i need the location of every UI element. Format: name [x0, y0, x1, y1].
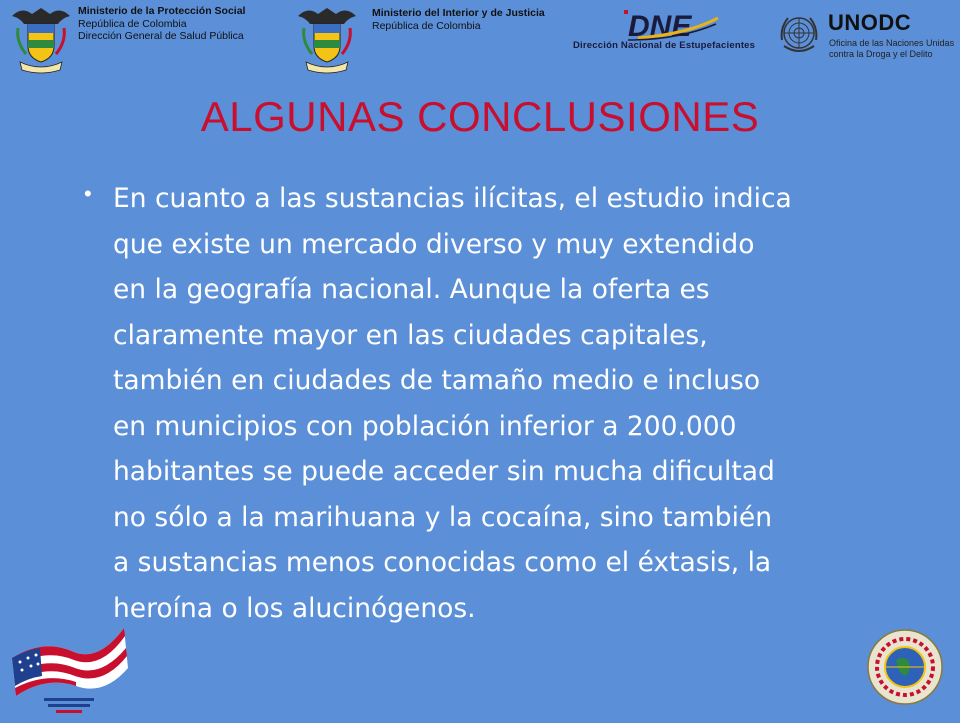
bullet-line: no sólo a la marihuana y la cocaína, sino también [113, 501, 773, 533]
bullet-paragraph [113, 176, 873, 631]
dne-subtitle: Dirección Nacional de Estupefacientes [573, 40, 756, 51]
ministry-interior-line1: Ministerio del Interior y de Justicia [372, 7, 545, 19]
ministry-health-line3: Dirección General de Salud Pública [78, 30, 244, 42]
ministry-health-line2: República de Colombia [78, 17, 187, 30]
ministry-health-text [78, 5, 245, 43]
slide-title: ALGUNAS CONCLUSIONES [200, 93, 760, 140]
unodc-subtitle-line2: contra la Droga y el Delito [829, 48, 933, 59]
dne-logo-text: DNE [628, 10, 692, 43]
unodc-subtitle [829, 38, 959, 59]
bullet-line: En cuanto a las sustancias ilícitas, el estudio indica [113, 183, 792, 214]
unodc-title: UNODC [828, 10, 912, 35]
ministry-interior-text [372, 7, 545, 32]
ministry-interior-line2: República de Colombia [372, 19, 481, 32]
bullet-line: claramente mayor en las ciudades capitales, [113, 319, 708, 351]
bullet-line: que existe un mercado diverso y muy extendido [113, 228, 755, 260]
oas-seal-icon [866, 628, 944, 706]
bullet-line: heroína o los alucinógenos. [113, 592, 476, 624]
un-emblem-icon [776, 10, 822, 56]
colombia-coat-of-arms-icon [8, 2, 74, 76]
bullet-line: también en ciudades de tamaño medio e incluso [113, 365, 761, 396]
us-embassy-flag-icon [4, 618, 136, 718]
colombia-coat-of-arms-icon [294, 2, 360, 76]
bullet-line: en la geografía nacional. Aunque la oferta es [113, 274, 710, 305]
bullet-marker: • [84, 181, 92, 206]
bullet-line: en municipios con población inferior a 200.000 [113, 410, 737, 442]
unodc-subtitle-line1: Oficina de las Naciones Unidas [829, 38, 955, 48]
bullet-line: habitantes se puede acceder sin mucha dificultad [113, 456, 775, 487]
ministry-health-line1: Ministerio de la Protección Social [78, 5, 246, 17]
bullet-line: a sustancias menos conocidas como el éxtasis, la [113, 547, 772, 578]
